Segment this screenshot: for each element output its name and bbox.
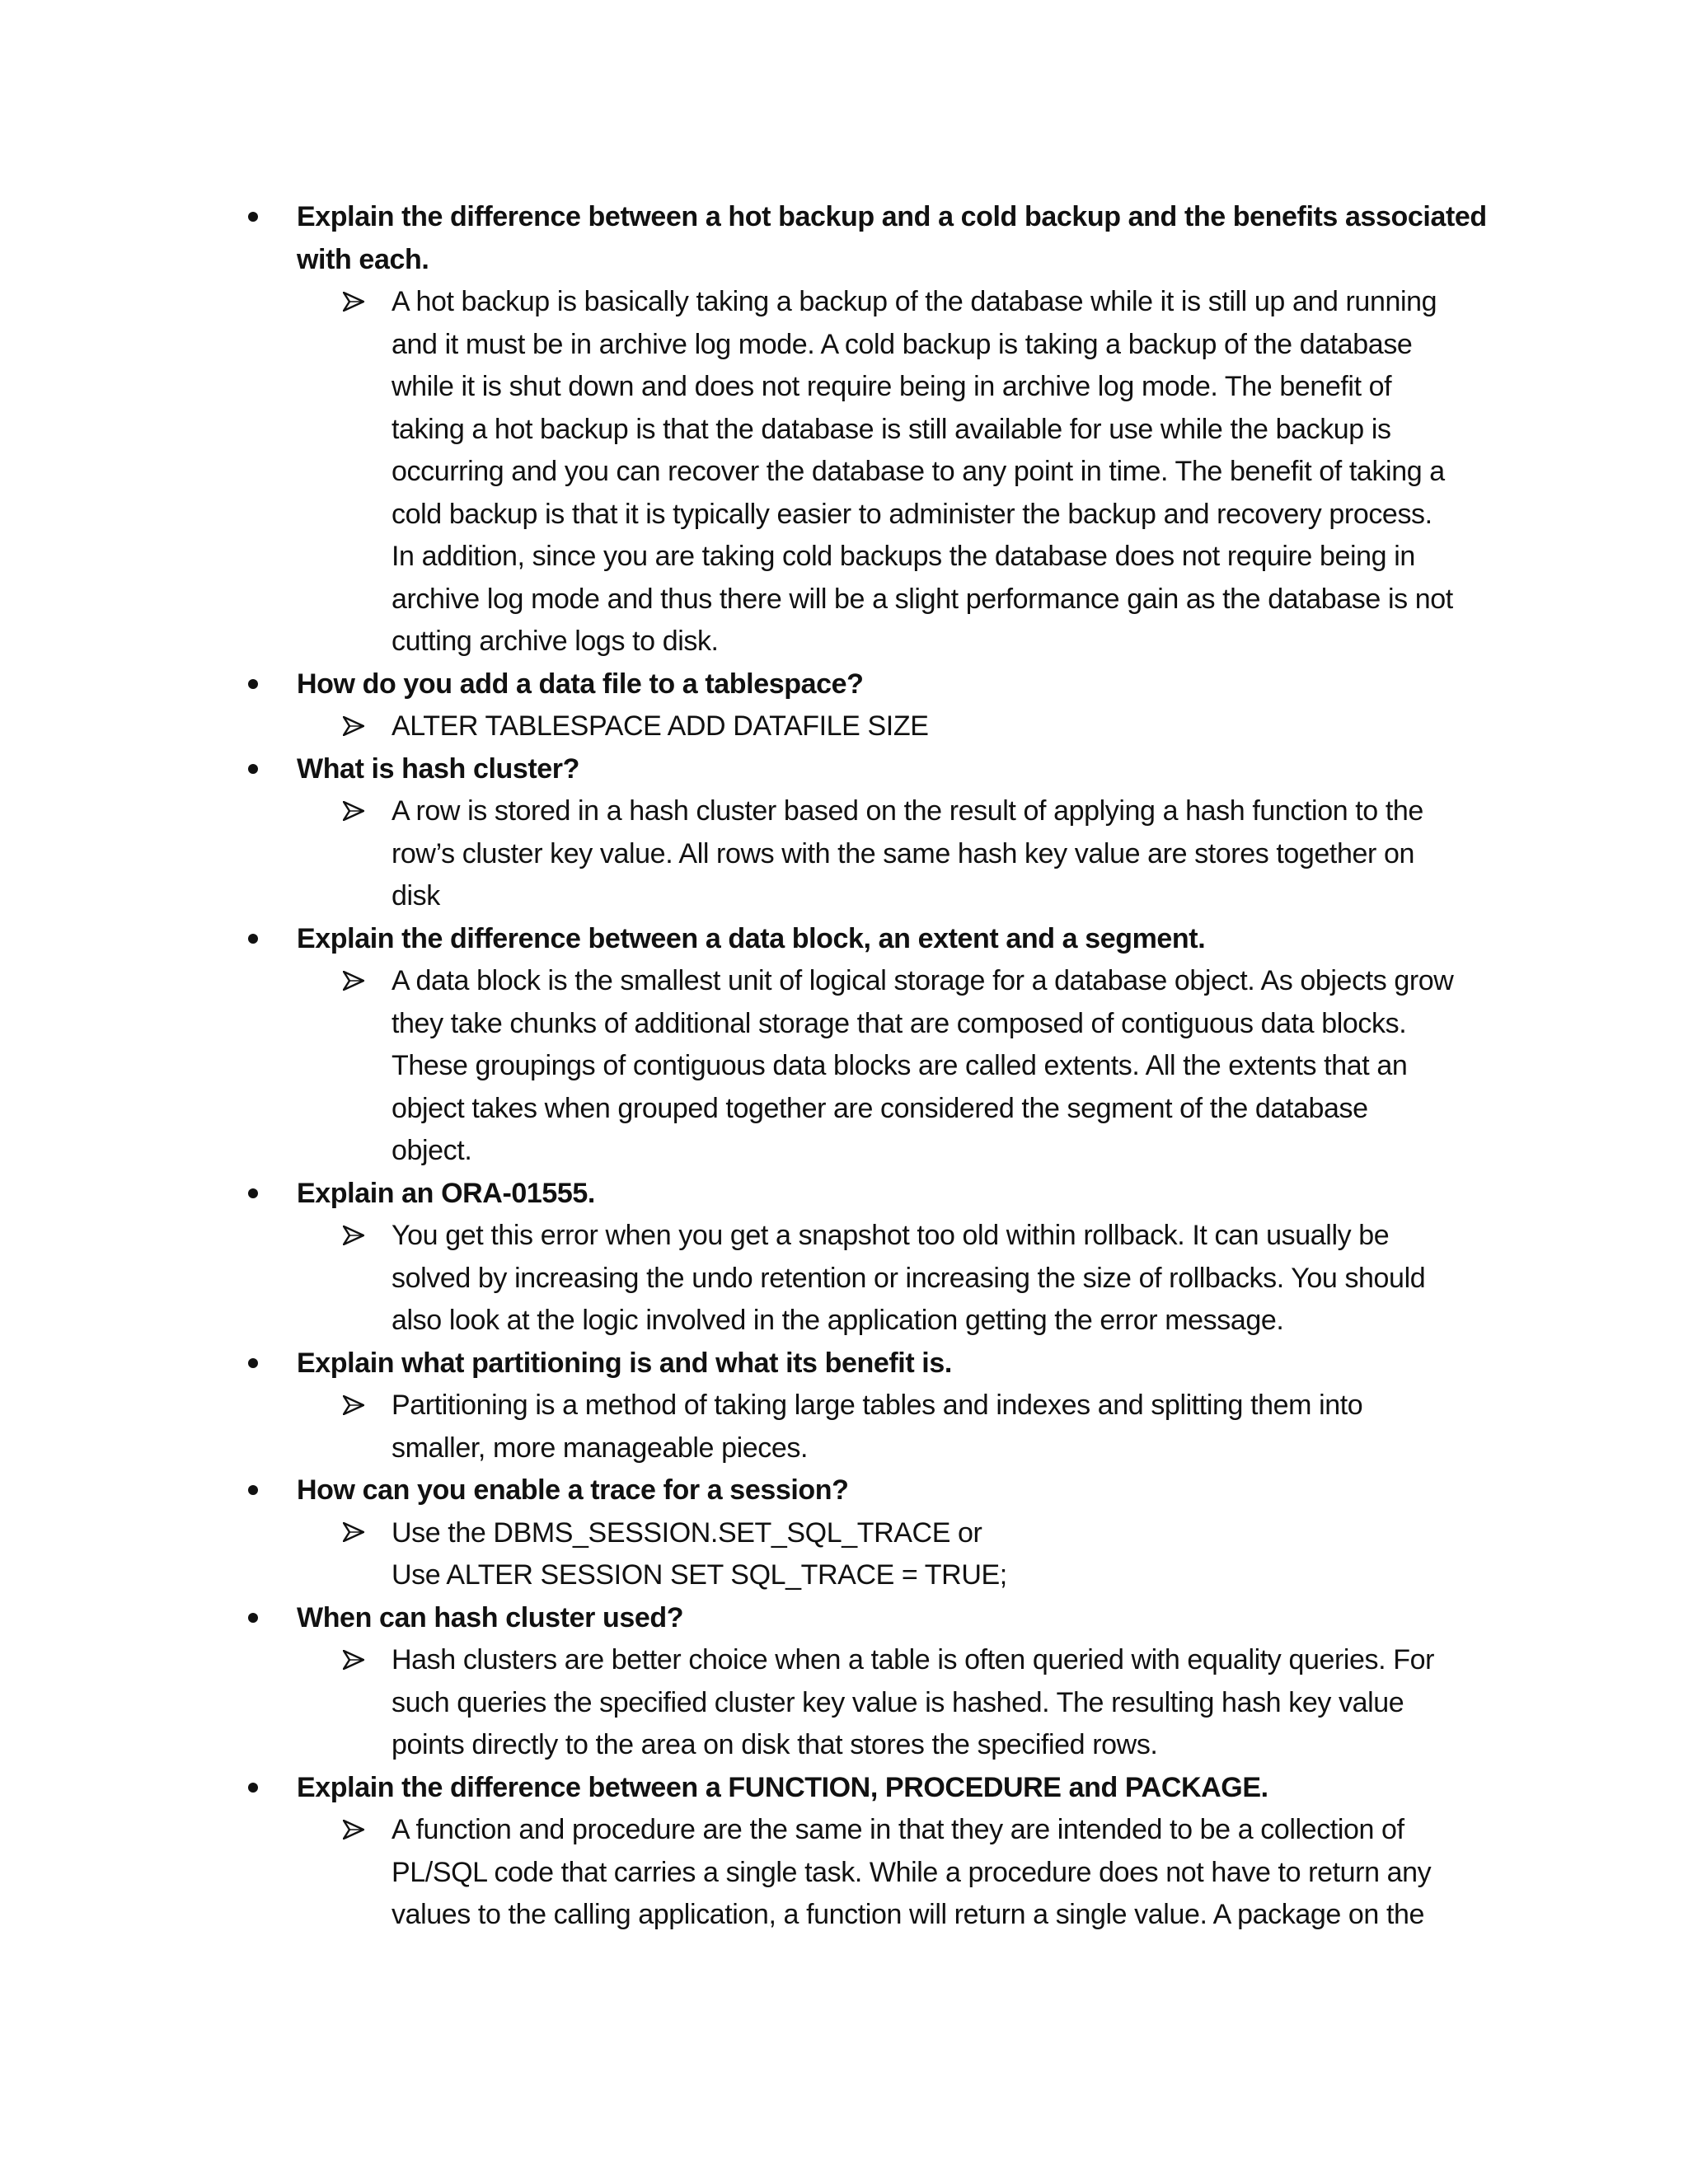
arrowhead-bullet-icon <box>343 1215 376 1258</box>
question-line: Explain the difference between a FUNCTION, PROCEDURE and PACKAGE. <box>297 1771 1268 1803</box>
answer-line: A row is stored in a hash cluster based on the result of applying a hash function to the <box>392 795 1423 827</box>
qa-item <box>246 663 1482 748</box>
question <box>246 918 1482 961</box>
question-line: When can hash cluster used? <box>297 1601 684 1633</box>
question-line: Explain an ORA-01555. <box>297 1177 595 1209</box>
answer-line: smaller, more manageable pieces. <box>392 1432 809 1464</box>
question-line: Explain what partitioning is and what its benefit is. <box>297 1347 952 1379</box>
arrowhead-bullet-icon <box>343 281 376 324</box>
answer-line: Partitioning is a method of taking large tables and indexes and splitting them into <box>392 1390 1363 1421</box>
answer-line: solved by increasing the undo retention or increasing the size of rollbacks. You should <box>392 1262 1426 1294</box>
bullet-icon <box>248 748 273 791</box>
question <box>246 663 1482 706</box>
bullet-icon <box>248 663 273 706</box>
bullet-icon <box>248 1173 273 1216</box>
answer <box>246 1639 1482 1767</box>
answer-line: cold backup is that it is typically easier to administer the backup and recovery process. <box>392 498 1432 530</box>
arrowhead-bullet-icon <box>343 1385 376 1427</box>
answer-line: values to the calling application, a function will return a single value. A package on the <box>392 1899 1425 1930</box>
question <box>246 1343 1482 1385</box>
arrowhead-bullet-icon <box>343 790 376 833</box>
qa-item <box>246 1173 1482 1343</box>
question <box>246 1469 1482 1512</box>
answer-line: Use ALTER SESSION SET SQL_TRACE = TRUE; <box>392 1559 1007 1591</box>
bullet-icon <box>248 196 273 239</box>
answer-line: disk <box>392 880 440 912</box>
arrowhead-bullet-icon <box>343 1512 376 1555</box>
answer <box>246 1809 1482 1937</box>
answer-line: Use the DBMS_SESSION.SET_SQL_TRACE or <box>392 1516 982 1549</box>
answer-line: occurring and you can recover the database to any point in time. The benefit of taking a <box>392 456 1445 487</box>
qa-item <box>246 1469 1482 1597</box>
question <box>246 1173 1482 1216</box>
answer <box>246 1512 1482 1597</box>
question <box>246 1767 1482 1810</box>
answer-line: while it is shut down and does not require being in archive log mode. The benefit of <box>392 371 1392 402</box>
answer-line: You get this error when you get a snapshot too old within rollback. It can usually be <box>392 1220 1390 1251</box>
arrowhead-bullet-icon <box>343 705 376 748</box>
answer-line: A data block is the smallest unit of logical storage for a database object. As objects grow <box>392 965 1454 996</box>
question-line: What is hash cluster? <box>297 752 580 785</box>
answer-line: archive log mode and thus there will be a slight performance gain as the database is not <box>392 583 1453 615</box>
qa-item <box>246 918 1482 1173</box>
answer <box>246 960 1482 1173</box>
question <box>246 748 1482 791</box>
answer-line: they take chunks of additional storage that are composed of contiguous data blocks. <box>392 1007 1407 1039</box>
bullet-icon <box>248 918 273 961</box>
answer-line: taking a hot backup is that the database is still available for use while the backup is <box>392 413 1391 445</box>
qa-item <box>246 1343 1482 1470</box>
question-line: Explain the difference between a data block, an extent and a segment. <box>297 922 1206 954</box>
answer-line: object takes when grouped together are considered the segment of the database <box>392 1092 1368 1124</box>
answer-line: cutting archive logs to disk. <box>392 626 719 657</box>
qa-item <box>246 1767 1482 1937</box>
answer <box>246 705 1482 748</box>
bullet-icon <box>248 1767 273 1810</box>
arrowhead-bullet-icon <box>343 960 376 1003</box>
question-line: with each. <box>297 243 429 275</box>
answer-line: ALTER TABLESPACE ADD DATAFILE SIZE <box>392 710 929 742</box>
answer <box>246 1215 1482 1343</box>
arrowhead-bullet-icon <box>343 1639 376 1682</box>
qa-item <box>246 196 1487 663</box>
answer-line: PL/SQL code that carries a single task. While a procedure does not have to return any <box>392 1856 1432 1888</box>
qa-list <box>246 196 1487 1937</box>
question-line: Explain the difference between a hot backup and a cold backup and the benefits associated <box>297 201 1487 232</box>
qa-item <box>246 1597 1482 1767</box>
question <box>246 196 1487 281</box>
answer <box>246 1385 1482 1469</box>
answer-line: These groupings of contiguous data blocks are called extents. All the extents that an <box>392 1050 1408 1081</box>
question-line: How can you enable a trace for a session? <box>297 1474 849 1506</box>
question <box>246 1597 1482 1640</box>
answer <box>246 281 1482 663</box>
answer <box>246 790 1482 918</box>
answer-line: row’s cluster key value. All rows with the same hash key value are stores together on <box>392 837 1414 869</box>
answer-line: In addition, since you are taking cold backups the database does not require being in <box>392 541 1415 572</box>
arrowhead-bullet-icon <box>343 1809 376 1852</box>
answer-line: A hot backup is basically taking a backup of the database while it is still up and running <box>392 286 1437 317</box>
answer-line: such queries the specified cluster key value is hashed. The resulting hash key value <box>392 1686 1404 1718</box>
answer-line: object. <box>392 1135 472 1166</box>
bullet-icon <box>248 1469 273 1512</box>
answer-line: points directly to the area on disk that stores the specified rows. <box>392 1729 1158 1760</box>
bullet-icon <box>248 1597 273 1640</box>
question-line: How do you add a data file to a tablespace? <box>297 668 864 700</box>
answer-line: A function and procedure are the same in that they are intended to be a collection of <box>392 1814 1404 1845</box>
qa-item <box>246 748 1482 918</box>
bullet-icon <box>248 1343 273 1385</box>
answer-line: and it must be in archive log mode. A cold backup is taking a backup of the database <box>392 328 1413 360</box>
answer-line: also look at the logic involved in the application getting the error message. <box>392 1305 1284 1336</box>
answer-line: Hash clusters are better choice when a table is often queried with equality queries. For <box>392 1644 1435 1675</box>
